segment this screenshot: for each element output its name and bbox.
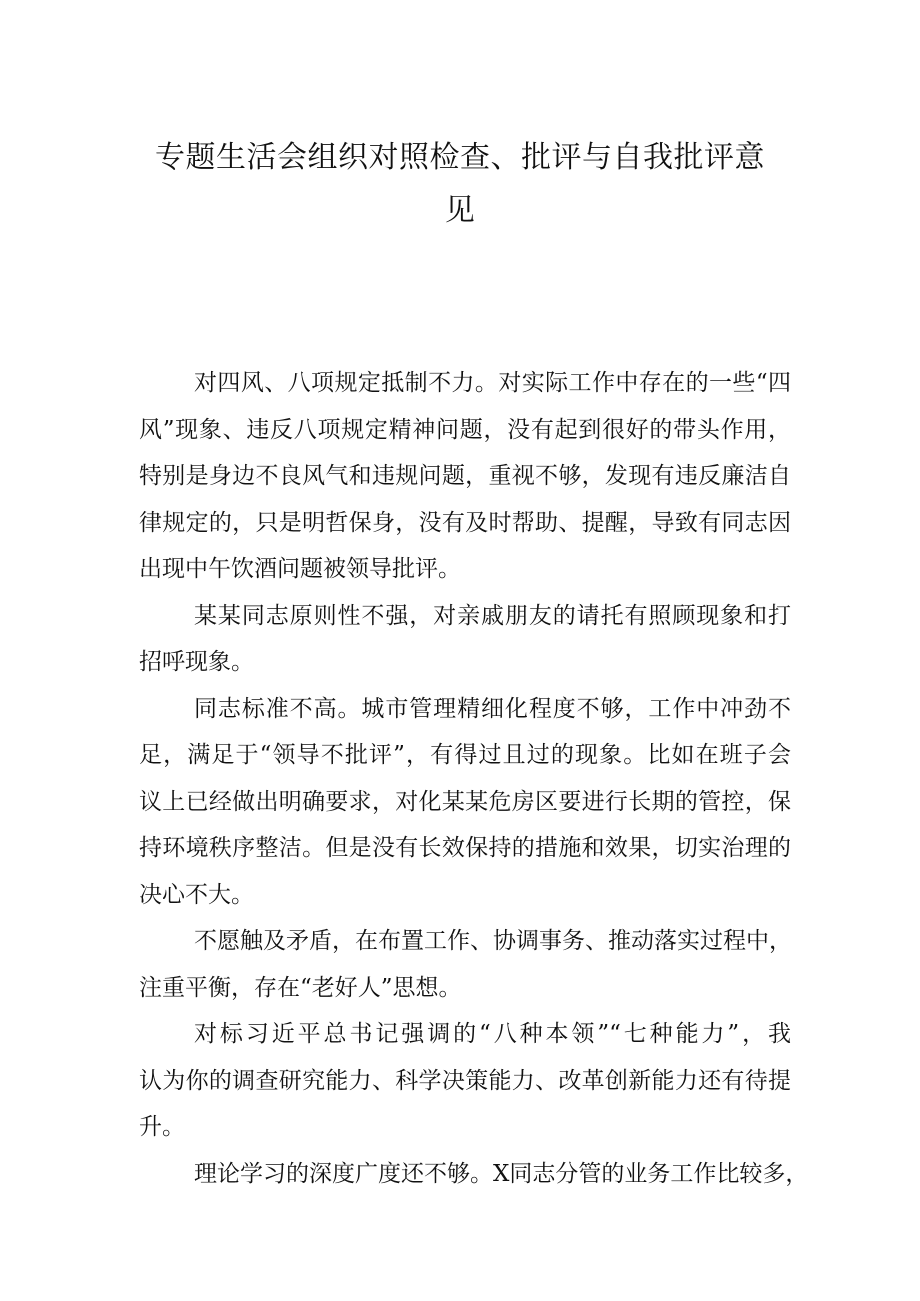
paragraph-line: 对标习近平总书记强调的“八种本领”“七种能力”，我 [194,1021,791,1047]
paragraph-3 [139,686,791,919]
document-title-line-1: 专题生活会组织对照检查、批评与自我批评意 [155,140,765,175]
document-body [139,360,809,1197]
paragraph-line: 议上已经做出明确要求，对化某某危房区要进行长期的管控，保 [139,788,791,815]
paragraph-line: 持环境秩序整洁。但是没有长效保持的措施和效果，切实治理的 [139,835,791,861]
paragraph-line: 律规定的，只是明哲保身，没有及时帮助、提醒，导致有同志因 [139,509,791,536]
paragraph-line: 特别是身边不良风气和违规问题，重视不够，发现有违反廉洁自 [139,463,791,489]
paragraph-1 [139,360,791,593]
paragraph-line: 理论学习的深度广度还不够。X同志分管的业务工作比较多， [194,1160,809,1187]
paragraph-line: 注重平衡，存在“老好人”思想。 [139,974,462,1001]
paragraph-2 [139,593,791,686]
paragraph-line: 对四风、八项规定抵制不力。对实际工作中存在的一些“四 [194,370,791,396]
paragraph-4 [139,918,791,1011]
paragraph-6 [139,1151,809,1198]
paragraph-line: 足，满足于“领导不批评”，有得过且过的现象。比如在班子会 [139,742,791,768]
paragraph-line: 升。 [139,1114,185,1140]
paragraph-line: 决心不大。 [139,881,254,908]
paragraph-line: 认为你的调查研究能力、科学决策能力、改革创新能力还有待提 [139,1067,791,1094]
paragraph-line: 风”现象、违反八项规定精神问题，没有起到很好的带头作用， [139,416,791,443]
paragraph-line: 出现中午饮酒问题被领导批评。 [139,556,461,582]
paragraph-line: 同志标准不高。城市管理精细化程度不够，工作中冲劲不 [194,695,791,722]
document-title-line-2: 见 [444,193,476,228]
paragraph-line: 不愿触及矛盾，在布置工作、协调事务、推动落实过程中， [194,928,792,954]
paragraph-line: 某某同志原则性不强，对亲戚朋友的请托有照顾现象和打 [194,602,791,629]
paragraph-5 [139,1011,791,1151]
paragraph-line: 招呼现象。 [139,649,254,675]
